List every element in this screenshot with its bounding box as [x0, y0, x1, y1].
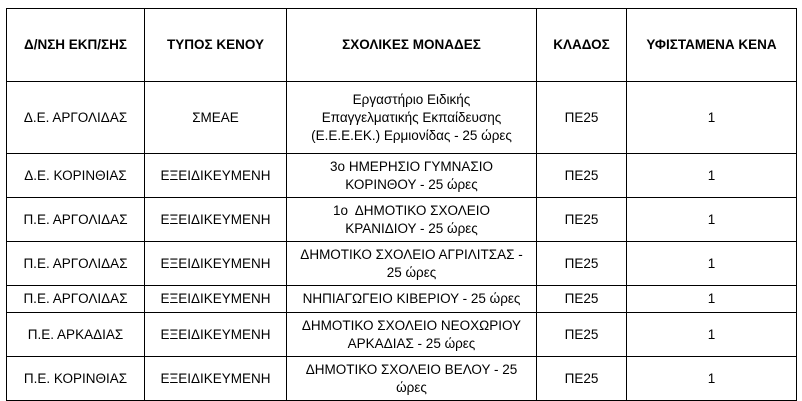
table-row	[7, 313, 797, 357]
cell-specialty: ΠΕ25	[537, 286, 627, 313]
school-line: ΚΡΑΝΙΔΙΟΥ - 25 ώρες	[345, 220, 478, 236]
header-existing-vacancies: ΥΦΙΣΤΑΜΕΝΑ ΚΕΝΑ	[627, 9, 797, 82]
cell-specialty: ΠΕ25	[537, 313, 627, 357]
cell-directorate: Δ.Ε. ΚΟΡΙΝΘΙΑΣ	[7, 154, 145, 198]
cell-directorate: Π.Ε. ΚΟΡΙΝΘΙΑΣ	[7, 357, 145, 401]
vacancies-table	[6, 8, 797, 401]
school-line: ΑΡΚΑΔΙΑΣ - 25 ώρες	[347, 335, 476, 351]
school-line: Επαγγελματικής Εκπαίδευσης	[321, 109, 502, 125]
table-row	[7, 154, 797, 198]
cell-specialty: ΠΕ25	[537, 154, 627, 198]
cell-vacancy-type: ΕΞΕΙΔΙΚΕΥΜΕΝΗ	[145, 154, 287, 198]
school-line: 3ο ΗΜΕΡΗΣΙΟ ΓΥΜΝΑΣΙΟ	[330, 158, 493, 174]
table-row	[7, 242, 797, 286]
school-line: ώρες	[396, 379, 427, 395]
cell-vacancy-type: ΣΜΕΑΕ	[145, 82, 287, 154]
school-line: (Ε.Ε.Ε.ΕΚ.) Ερμιονίδας - 25 ώρες	[311, 127, 512, 143]
school-line: 1ο ΔΗΜΟΤΙΚΟ ΣΧΟΛΕΙΟ	[332, 202, 490, 218]
cell-vacancies: 1	[627, 286, 797, 313]
cell-school-unit	[287, 313, 537, 357]
cell-specialty: ΠΕ25	[537, 357, 627, 401]
cell-school-unit	[287, 82, 537, 154]
cell-vacancy-type: ΕΞΕΙΔΙΚΕΥΜΕΝΗ	[145, 242, 287, 286]
cell-vacancies: 1	[627, 154, 797, 198]
school-line: ΔΗΜΟΤΙΚΟ ΣΧΟΛΕΙΟ ΑΓΡΙΛΙΤΣΑΣ -	[300, 246, 523, 262]
cell-school-unit	[287, 286, 537, 313]
cell-vacancies: 1	[627, 242, 797, 286]
cell-directorate: Π.Ε. ΑΡΓΟΛΙΔΑΣ	[7, 198, 145, 242]
table-row	[7, 198, 797, 242]
table-row	[7, 357, 797, 401]
cell-school-unit	[287, 242, 537, 286]
cell-vacancy-type: ΕΞΕΙΔΙΚΕΥΜΕΝΗ	[145, 198, 287, 242]
school-line: 25 ώρες	[386, 264, 437, 280]
school-line: ΔΗΜΟΤΙΚΟ ΣΧΟΛΕΙΟ ΒΕΛΟΥ - 25	[305, 361, 518, 377]
table-body	[7, 82, 797, 401]
cell-vacancies: 1	[627, 357, 797, 401]
cell-specialty: ΠΕ25	[537, 198, 627, 242]
table-row	[7, 286, 797, 313]
cell-specialty: ΠΕ25	[537, 242, 627, 286]
cell-specialty: ΠΕ25	[537, 82, 627, 154]
school-line: ΚΟΡΙΝΘΟΥ - 25 ώρες	[345, 176, 478, 192]
cell-school-unit	[287, 357, 537, 401]
cell-vacancy-type: ΕΞΕΙΔΙΚΕΥΜΕΝΗ	[145, 357, 287, 401]
header-directorate: Δ/ΝΣΗ ΕΚΠ/ΣΗΣ	[7, 9, 145, 82]
school-line: ΔΗΜΟΤΙΚΟ ΣΧΟΛΕΙΟ ΝΕΟΧΩΡΙΟΥ	[301, 317, 522, 333]
cell-directorate: Π.Ε. ΑΡΚΑΔΙΑΣ	[7, 313, 145, 357]
school-line: ΝΗΠΙΑΓΩΓΕΙΟ ΚΙΒΕΡΙΟΥ - 25 ώρες	[302, 291, 521, 306]
cell-vacancies: 1	[627, 313, 797, 357]
cell-vacancies: 1	[627, 82, 797, 154]
cell-directorate: Π.Ε. ΑΡΓΟΛΙΔΑΣ	[7, 242, 145, 286]
cell-school-unit	[287, 154, 537, 198]
cell-vacancy-type: ΕΞΕΙΔΙΚΕΥΜΕΝΗ	[145, 313, 287, 357]
cell-directorate: Π.Ε. ΑΡΓΟΛΙΔΑΣ	[7, 286, 145, 313]
header-vacancy-type: ΤΥΠΟΣ ΚΕΝΟΥ	[145, 9, 287, 82]
header-school-units: ΣΧΟΛΙΚΕΣ ΜΟΝΑΔΕΣ	[287, 9, 537, 82]
table-row	[7, 82, 797, 154]
school-line: Εργαστήριο Ειδικής	[352, 91, 471, 107]
cell-directorate: Δ.Ε. ΑΡΓΟΛΙΔΑΣ	[7, 82, 145, 154]
cell-vacancies: 1	[627, 198, 797, 242]
cell-vacancy-type: ΕΞΕΙΔΙΚΕΥΜΕΝΗ	[145, 286, 287, 313]
table-header-row	[7, 9, 797, 82]
cell-school-unit	[287, 198, 537, 242]
header-specialty: ΚΛΑΔΟΣ	[537, 9, 627, 82]
